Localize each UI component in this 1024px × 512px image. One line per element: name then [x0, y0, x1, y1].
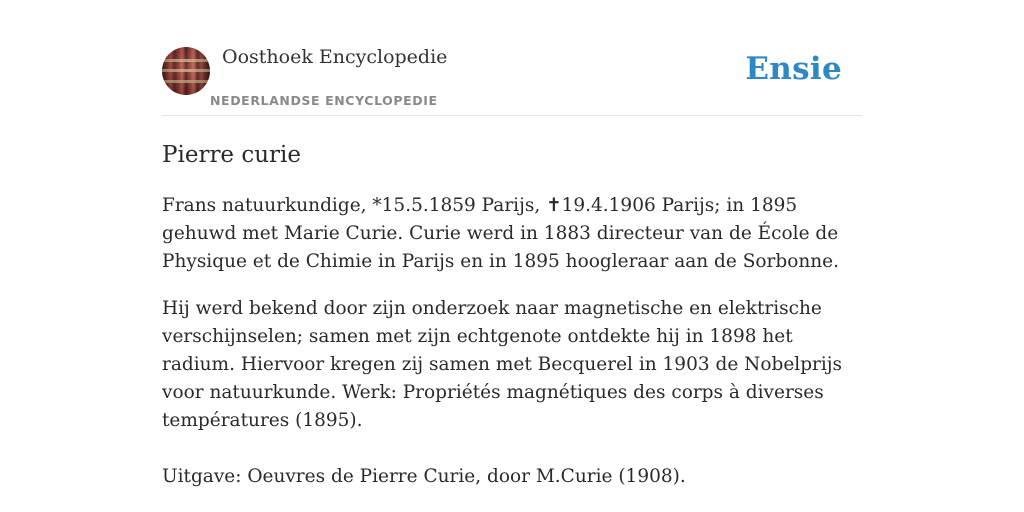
site-header	[162, 46, 862, 116]
article-title: Pierre curie	[162, 142, 302, 168]
article-paragraph: Frans natuurkundige, *15.5.1859 Parijs, ✝19.4.1906 Parijs; in 1895 gehuwd met Marie Curie. Curie werd in 1883 directeur van de École de Physique et de Chimie in Parijs en in 1895 hoogleraar aan de Sorbonne.	[162, 195, 840, 272]
article	[162, 140, 862, 491]
header-divider	[162, 115, 862, 116]
edition-note: Uitgave: Oeuvres de Pierre Curie, door M.Curie (1908).	[162, 466, 686, 487]
site-subtitle: NEDERLANDSE ENCYCLOPEDIE	[210, 93, 438, 108]
article-paragraph: Hij werd bekend door zijn onderzoek naar magnetische en elektrische verschijnselen; samen met zijn echtgenote ontdekte hij in 1898 het radium. Hiervoor kregen zij samen met Becquerel in 1903 de Nobelprijs voor natuurkunde. Werk: Propriétés magnétiques des corps à diverses températures (1895).	[162, 298, 843, 431]
encyclopedia-books-icon[interactable]	[162, 47, 210, 95]
brand-logo[interactable]: Ensie	[745, 51, 842, 87]
avatar-shade	[162, 47, 210, 95]
site-title[interactable]: Oosthoek Encyclopedie	[222, 46, 448, 68]
